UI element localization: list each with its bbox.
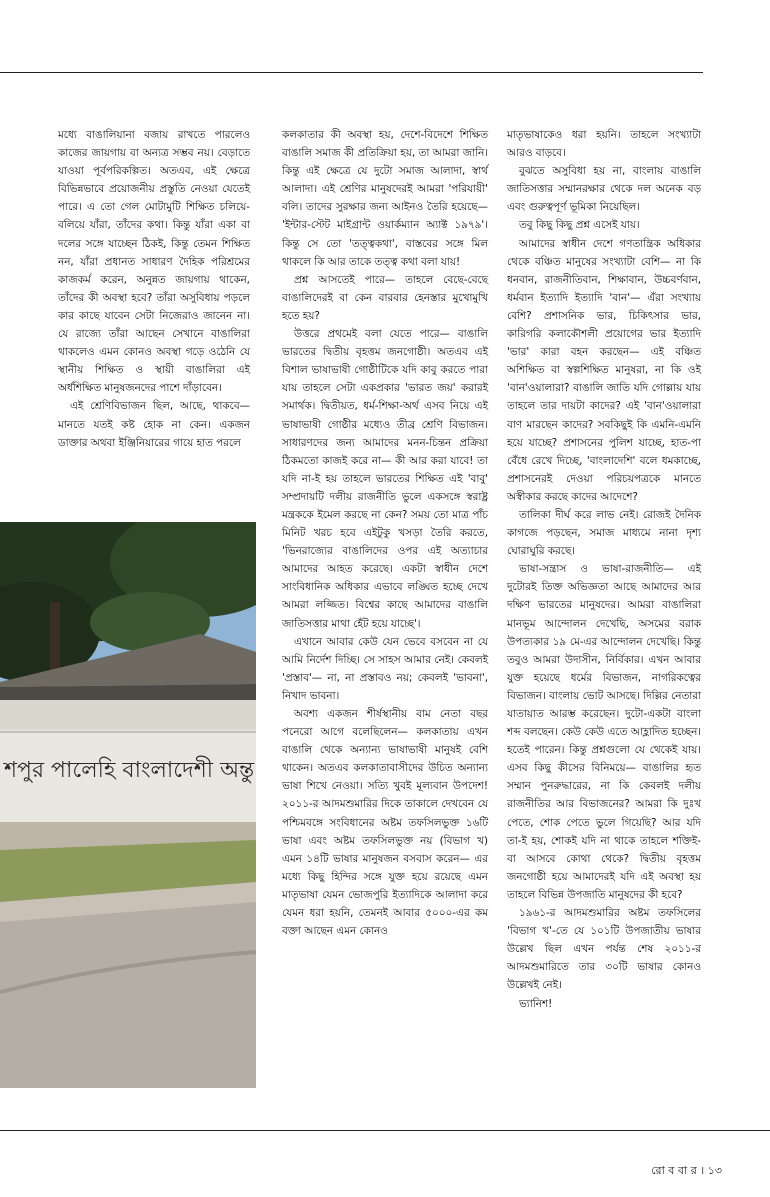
article-photo (0, 522, 256, 1088)
paragraph: উত্তরে প্রথমেই বলা যেতে পারে— বাঙালি ভারতের দ্বিতীয় বৃহত্তম জনগোষ্ঠী। অতএব এই বিশাল ভাষাভাষী গোষ্ঠীটিকে যদি কাবু করতে পারা যায় তাহলে সেটা একপ্রকার 'ভারত জয়' করারই সমার্থক। দ্বিতীয়ত, ধর্ম-শিক্ষা-অর্থ এসব নিয়ে এই ভাষাভাষী গোষ্ঠীর মধ্যেও তীব্র শ্রেণি বিভাজন। সাধারণদের জন্য আমাদের মনন-চিন্তন প্রক্রিয়া ঠিকমতো কাজই করে না— কী আর করা যাবে! তা যদি না-ই হয় তাহলে ভারতের শিক্ষিত এই 'বাবু' সম্প্রদায়টি দলীয় রাজনীতি ভুলে একসঙ্গে স্বরাষ্ট্র মন্ত্রককে ইমেল করছে না কেন? সময় তো মাত্র পাঁচ মিনিট খরচ হবে এইটুকু খসড়া তৈরি করতে, 'ভিনরাজ্যের বাঙালিদের ওপর এই অত্যাচার আমাদের আহত করেছে। একটা স্বাধীন দেশে সাংবিধানিক অধিকার এভাবে লঙ্ঘিত হচ্ছে দেখে আমরা লজ্জিত। বিশ্বের কাছে আমাদের বাঙালি জাতিসত্তার মাথা হেঁট হয়ে যাচ্ছে'। (282, 328, 488, 630)
paragraph: তালিকা দীর্ঘ করে লাভ নেই। রোজই দৈনিক কাগজে পড়ছেন, সমাজ মাধ্যমে নানা দৃশ্য ঘোরাঘুরি করছে। (507, 508, 701, 558)
paragraph: প্রশ্ন আসতেই পারে— তাহলে বেছে-বেছে বাঙালিদেরই বা কেন বারবার হেনস্তার মুখোমুখি হতে হয়? (282, 273, 488, 322)
paragraph: এই শ্রেণিবিভাজন ছিল, আছে, থাকবে— মানতে যতই কষ্ট হোক না কেন। একজন ডাক্তার অথবা ইঞ্জিনিয়ারের গায়ে হাত পরলে (58, 400, 250, 449)
paragraph: তবু কিছু কিছু প্রশ্ন এসেই যায়। (519, 219, 640, 232)
paragraph: ভ্যানিশ! (519, 997, 553, 1010)
top-rule (0, 72, 703, 73)
article-column-1 (58, 126, 250, 452)
paragraph: আমাদের স্বাধীন দেশে গণতান্ত্রিক অধিকার থেকে বঞ্চিত মানুষের সংখ্যাটা বেশি— না কি ধনবান, রাজনীতিবান, শিক্ষাবান, উচ্চবর্ণবান, ধর্মবান ইত্যাদি ইত্যাদি 'বান'— এঁরা সংখ্যায় বেশি? প্রশাসনিক ভার, চিকিৎসার ভার, কারিগরি কলাকৌশলী প্রয়োগের ভার ইত্যাদি 'ভার' কারা বহন করছেন— এই বঞ্চিত অশিক্ষিত বা স্বল্পশিক্ষিত মানুষরা, না কি ওই 'বান'ওয়ালারা? বাঙালি জাতি যদি গোল্লায় যায় তাহলে তার দায়টা কাদের? এই 'বান'ওয়ালারা বাণ মারছেন কাদের? সবকিছুই কি এমনি-এমনি হয়ে যাচ্ছে? প্রশাসনের পুলিশ যাচ্ছে, হাত-পা বেঁধে রেখে দিচ্ছে, 'বাংলাদেশি' বলে ধমকাচ্ছে, প্রশাসনেরই দেওয়া পরিচয়পত্রকে মানতে অস্বীকার করছে কাদের আদেশে? (507, 237, 701, 503)
bottom-rule (0, 1130, 770, 1131)
paragraph: বুঝতে অসুবিধা হয় না, বাংলায় বাঙালি জাতিসত্তার সম্মানরক্ষার থেকে দল অনেক বড় এবং গুরুত্বপূর্ণ ভূমিকা নিয়েছিল। (507, 165, 701, 214)
paragraph: মাতৃভাষাকেও ধরা হয়নি। তাহলে সংখ্যাটা আরও বাড়বে। (507, 129, 701, 160)
paragraph: ১৯৬১-র আদমশুমারির অষ্টম তফসিলের 'বিভাগ খ'-তে যে ১০১টি উপজাতীয় ভাষার উল্লেখ ছিল এখন পর্যন্ত শেষ ২০১১-র আদমশুমারিতে তার ৩০টি ভাষার কোনও উল্লেখই নেই। (507, 907, 701, 992)
paragraph: অবশ্য একজন শীর্ষস্থানীয় বাম নেতা বছর পনেরো আগে বলেছিলেন— কলকাতায় এখন বাঙালি থেকে অন্যান্য ভাষাভাষী মানুষই বেশি থাকেন। অতএব কলকাতাবাসীদের উচিত অন্যান্য ভাষা শিখে নেওয়া। সত্যি খুবই মূল্যবান উপদেশ! ২০১১-র আদমশুমারির দিকে তাকালে দেখবেন যে পশ্চিমবঙ্গে সংবিধানের অষ্টম তফসিলভুক্ত ১৬টি ভাষা এবং অষ্টম তফসিলভুক্ত নয় (বিভাগ খ) এমন ১৪টি ভাষার মানুষজন বসবাস করেন— এর মধ্যে কিছু হিন্দির সঙ্গে যুক্ত হয়ে রয়েছে এমন মাতৃভাষা যেমন ভোজপুরি ইত্যাদিকে আলাদা করে যেমন ধরা হয়নি, তেমনই আবার ৫০০০-এর কম বক্তা আছেন এমন কোনও (282, 708, 488, 938)
paragraph: ভাষা-সন্ত্রাস ও ভাষা-রাজনীতি— এই দুটোরই তিক্ত অভিজ্ঞতা আছে আমাদের আর দক্ষিণ ভারতের মানুষদের। আমরা বাঙালিরা মানভূম আন্দোলন দেখেছি, অসমের বরাক উপত্যকার ১৯ মে-এর আন্দোলন দেখেছি। কিন্তু তবুও আমরা উদাসীন, নির্বিকার। এখন আবার যুক্ত হয়েছে ধর্মের বিভাজন, নাগরিকত্বের বিভাজন। বাংলায় ভোট আসছে। দিল্লির নেতারা যাতায়াত আরম্ভ করেছেন। দুটো-একটা বাংলা শব্দ বলছেন। কেউ কেউ এতে আহ্লাদিত হচ্ছেন। হতেই পারেন। কিন্তু প্রশ্নগুলো যে থেকেই যায়। এসব কিছু কীসের বিনিময়ে— বাঙালির হৃত সম্মান পুনরুদ্ধারের, না কি কেবলই দলীয় রাজনীতির আর বিভাজনের? আমরা কি দুঃখ পেতে, শোক পেতে ভুলে গিয়েছি? আর যদি তা-ই হয়, শোকই যদি না থাকে তাহলে শক্তিই-বা আসবে কোথা থেকে? দ্বিতীয় বৃহত্তম জনগোষ্ঠী হয়ে আমাদেরই যদি এই অবস্থা হয় তাহলে বিভিন্ন উপজাতি মানুষদের কী হবে? (507, 563, 701, 901)
paragraph: এখানে আবার কেউ যেন ভেবে বসবেন না যে আমি নির্দেশ দিচ্ছি। সে সাহস আমার নেই। কেবলই 'প্রস্তাব'— না, না প্রস্তাবও নয়; কেবলই 'ভাবনা', নিখাদ ভাবনা। (282, 635, 488, 702)
paragraph: মধ্যে বাঙালিয়ানা বজায় রাখতে পারলেও কাজের জায়গায় বা অন্যত্র সম্ভব নয়। বেড়াতে যাওয়া পূর্বপরিকল্পিত। অতএব, এই ক্ষেত্রে বিভিন্নভাবে প্রয়োজনীয় প্রস্তুতি নেওয়া যেতেই পারে। এ তো গেল মোটামুটি শিক্ষিত চলিয়ে-বলিয়ে যাঁরা, তাঁদের কথা। কিন্তু যাঁরা একা বা দলের সঙ্গে যাচ্ছেন ঠিকই, কিন্তু তেমন শিক্ষিত নন, যাঁরা প্রধানত সাধারণ দৈহিক পরিশ্রমের কাজকর্ম করেন, অনুন্নত জায়গায় থাকেন, তাঁদের কী অবস্থা হবে? তাঁরা অসুবিধায় পড়লে কার কাছে যাবেন সেটা নিজেরাও জানেন না। যে রাজ্যে তাঁরা আছেন সেখানে বাঙালিরা থাকলেও এমন কোনও অবস্থা গড়ে ওঠেনি যে স্থানীয় শিক্ষিত ও স্থায়ী বাঙালিরা এই অর্ধশিক্ষিত মানুষজনদের পাশে দাঁড়াবেন। (58, 129, 250, 395)
paragraph: কলকাতার কী অবস্থা হয়, দেশে-বিদেশে শিক্ষিত বাঙালি সমাজ কী প্রতিক্রিয়া হয়, তা আমরা জানি। কিন্তু এই ক্ষেত্রে যে দুটো সমাজ আলাদা, স্বার্থ আলাদা। এই শ্রেণির মানুষদেরই আমরা 'পরিযায়ী' বলি। তাদের সুরক্ষার জন্য আইনও তৈরি হয়েছে— 'ইন্টার-স্টেট মাইগ্রান্ট ওয়ার্কম্যান অ্যাক্ট ১৯৭৯'। কিন্তু সে তো 'তত্ত্বকথা', বাস্তবের সঙ্গে মিল থাকলে কি আর তাকে তত্ত্ব কথা বলা যায়! (282, 129, 488, 268)
article-column-3 (507, 126, 701, 1013)
article-column-2 (282, 126, 488, 940)
wall-graffiti: শপুর পালেহি বাংলাদেশী অন্তু (4, 758, 255, 783)
page-footer: রো ব বা র । ১৩ (651, 1164, 722, 1177)
